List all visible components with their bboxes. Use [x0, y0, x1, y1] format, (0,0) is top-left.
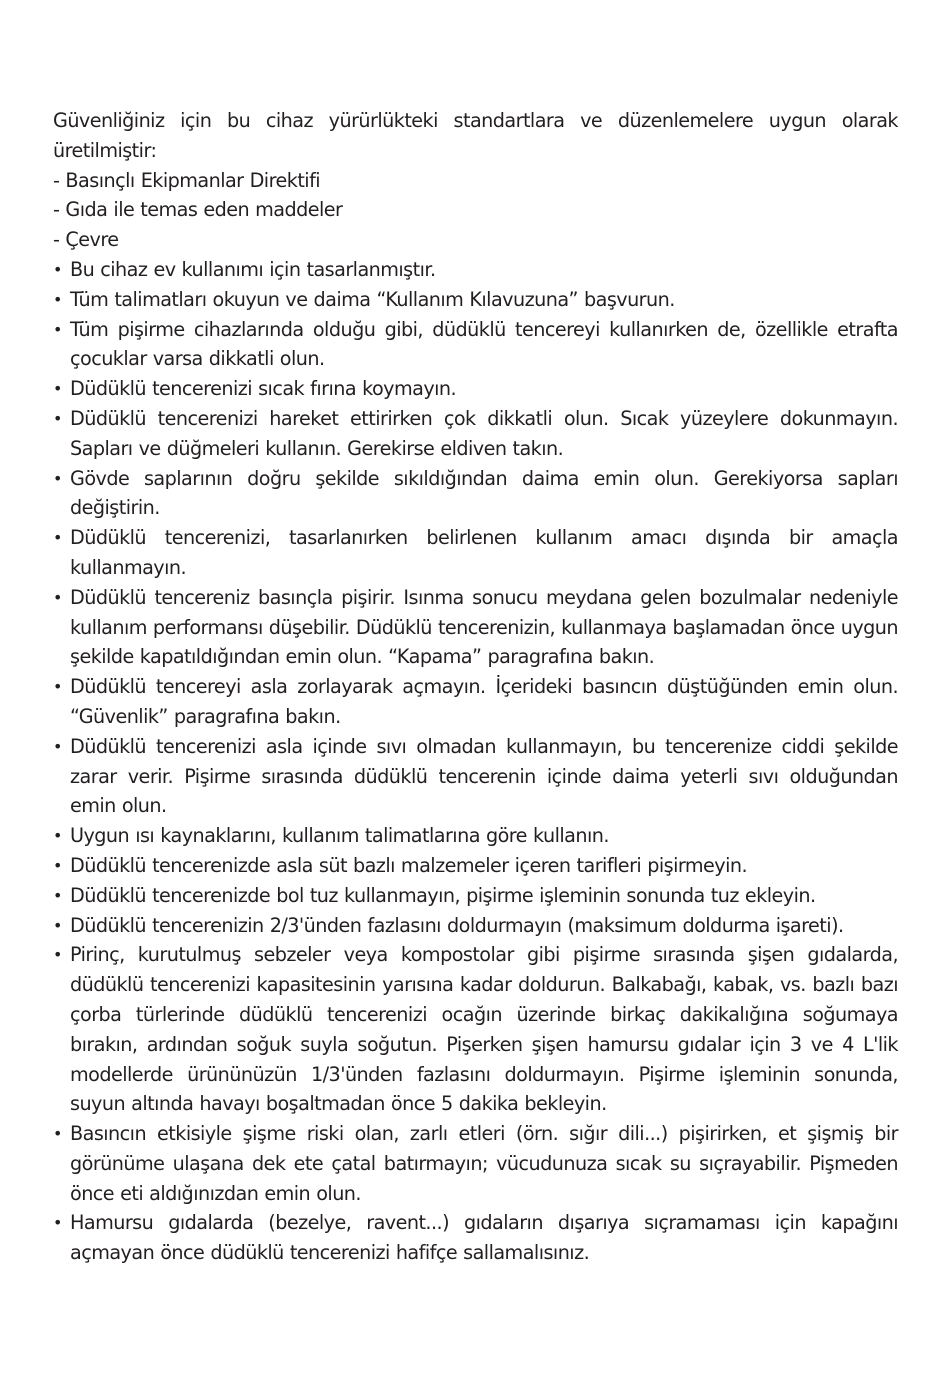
- document-page: [53, 106, 898, 1268]
- safety-item: [53, 732, 898, 821]
- safety-item: [53, 374, 898, 404]
- safety-item-text: Düdüklü tencerenizi sıcak fırına koymayın.: [70, 377, 457, 401]
- bullet-icon: •: [53, 855, 62, 875]
- bullet-icon: •: [53, 289, 62, 309]
- directive-list: [53, 166, 898, 255]
- safety-item: [53, 583, 898, 672]
- safety-item-text: Düdüklü tencerenizi hareket ettirirken çok dikkatli olun. Sıcak yüzeylere dokunmayın. Sapları ve düğmeleri kullanın. Gerekirse eldiven takın.: [70, 406, 898, 460]
- intro-paragraph: Güvenliğiniz için bu cihaz yürürlükteki standartlara ve düzenlemelere uygun olarak üretilmiştir:: [53, 109, 898, 162]
- bullet-icon: •: [53, 408, 62, 428]
- bullet-icon: •: [53, 259, 62, 279]
- bullet-icon: •: [53, 319, 62, 339]
- safety-item-text: Tüm talimatları okuyun ve daima “Kullanım Kılavuzuna” başvurun.: [70, 287, 675, 311]
- directive-item: - Çevre: [53, 228, 119, 252]
- bullet-icon: •: [53, 1124, 62, 1144]
- bullet-icon: •: [53, 379, 62, 399]
- safety-item-text: Gövde saplarının doğru şekilde sıkıldığından daima emin olun. Gerekiyorsa sapları değiştirin.: [70, 466, 898, 520]
- bullet-icon: •: [53, 528, 62, 548]
- safety-item-text: Düdüklü tencereniz basınçla pişirir. Isınma sonucu meydana gelen bozulmalar nedeniyle kullanım performansı düşebilir. Düdüklü tencerenizin, kullanmaya başlamadan önce uygun şekilde kapatıldığından emin olun. “Kapama” paragrafına bakın.: [70, 585, 898, 669]
- safety-item: [53, 464, 898, 524]
- safety-item: [53, 881, 898, 911]
- safety-item: [53, 285, 898, 315]
- safety-item: [53, 523, 898, 583]
- safety-item: [53, 1119, 898, 1208]
- safety-item: [53, 821, 898, 851]
- safety-item: [53, 404, 898, 464]
- bullet-icon: •: [53, 587, 62, 607]
- directive-item: - Basınçlı Ekipmanlar Direktifi: [53, 168, 321, 192]
- bullet-icon: •: [53, 826, 62, 846]
- bullet-icon: •: [53, 915, 62, 935]
- bullet-icon: •: [53, 736, 62, 756]
- safety-item-text: Hamursu gıdalarda (bezelye, ravent...) gıdaların dışarıya sıçramaması için kapağını açmayan önce düdüklü tencerenizi hafifçe sallamalısınız.: [70, 1211, 898, 1265]
- safety-item: [53, 315, 898, 375]
- safety-item-text: Düdüklü tencerenizde bol tuz kullanmayın, pişirme işleminin sonunda tuz ekleyin.: [70, 883, 816, 907]
- bullet-icon: •: [53, 945, 62, 965]
- safety-item-text: Basıncın etkisiyle şişme riski olan, zarlı etleri (örn. sığır dili...) pişirirken, et şişmiş bir görünüme ulaşana dek ete çatal batırmayın; vücudunuza sıcak su sıçrayabilir. Pişmeden önce eti aldığınızdan emin olun.: [70, 1122, 898, 1205]
- safety-item: [53, 911, 898, 941]
- safety-item-text: Düdüklü tencerenizde asla süt bazlı malzemeler içeren tarifleri pişirmeyin.: [70, 853, 748, 877]
- safety-item-text: Pirinç, kurutulmuş sebzeler veya kompostolar gibi pişirme sırasında şişen gıdalarda, düdüklü tencerenizi kapasitesinin yarısına kadar doldurun. Balkabağı, kabak, vs. bazlı bazı çorba türlerinde düdüklü tencerenizi ocağın üzerinde birkaç dakikalığına soğumaya bırakın, ardından soğuk suyla soğutun. Pişerken şişen hamursu gıdalar için 3 ve 4 L'lik modellerde ürününüzün 1/3'ünden fazlasını doldurmayın. Pişirme işleminin sonunda, suyun altında havayı boşaltmadan önce 5 dakika bekleyin.: [70, 943, 898, 1116]
- safety-item-text: Düdüklü tencerenizi, tasarlanırken belirlenen kullanım amacı dışında bir amaçla kullanmayın.: [70, 526, 898, 579]
- bullet-icon: •: [53, 677, 62, 697]
- bullet-icon: •: [53, 1213, 62, 1233]
- safety-item-text: Bu cihaz ev kullanımı için tasarlanmıştır.: [70, 257, 436, 281]
- safety-item: [53, 672, 898, 732]
- safety-item-text: Tüm pişirme cihazlarında olduğu gibi, düdüklü tencereyi kullanırken de, özellikle etrafta çocuklar varsa dikkatli olun.: [70, 317, 898, 371]
- safety-item: [53, 940, 898, 1119]
- safety-item-text: Uygun ısı kaynaklarını, kullanım talimatlarına göre kullanın.: [70, 824, 609, 848]
- safety-item-text: Düdüklü tencereyi asla zorlayarak açmayın. İçerideki basıncın düştüğünden emin olun. “Güvenlik” paragrafına bakın.: [70, 675, 898, 728]
- safety-item: [53, 255, 898, 285]
- directive-item: - Gıda ile temas eden maddeler: [53, 198, 343, 222]
- safety-item-text: Düdüklü tencerenizin 2/3'ünden fazlasını doldurmayın (maksimum doldurma işareti).: [70, 913, 844, 937]
- bullet-icon: •: [53, 468, 62, 488]
- safety-instructions-list: [53, 255, 898, 1268]
- safety-item-text: Düdüklü tencerenizi asla içinde sıvı olmadan kullanmayın, bu tencerenize ciddi şekilde zarar verir. Pişirme sırasında düdüklü tencerenin içinde daima yeterli sıvı olduğundan emin olun.: [70, 734, 898, 818]
- bullet-icon: •: [53, 885, 62, 905]
- safety-item: [53, 851, 898, 881]
- safety-item: [53, 1208, 898, 1268]
